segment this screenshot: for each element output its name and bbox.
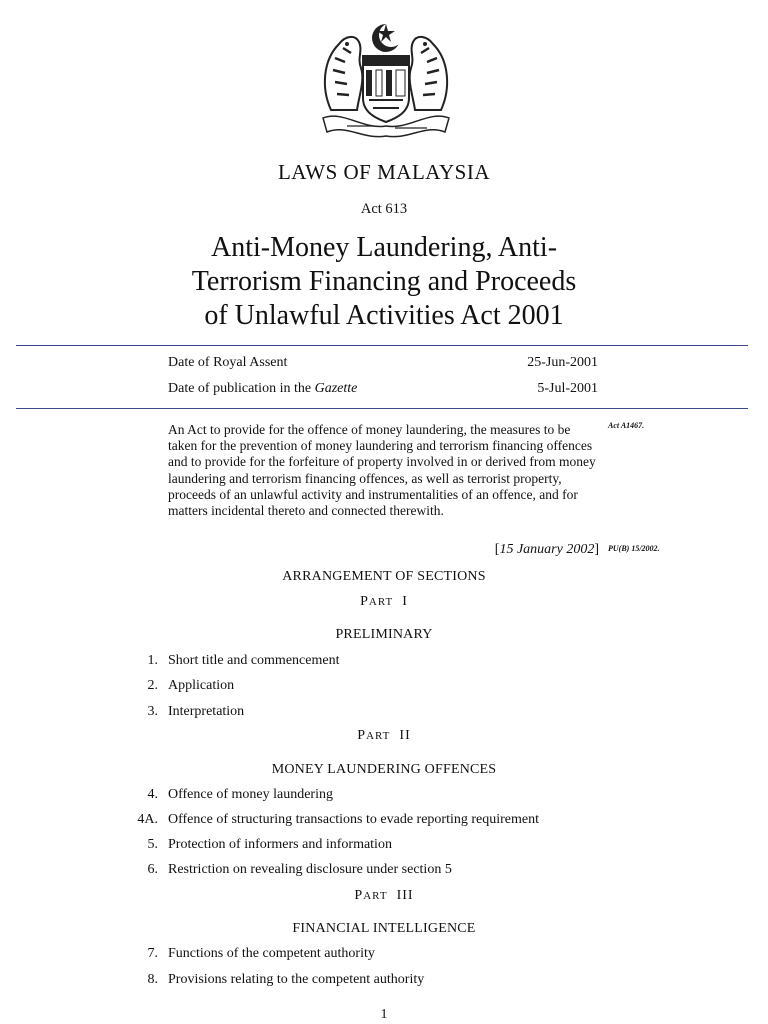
publication-label-prefix: Date of publication in the: [168, 381, 315, 396]
section-number: 4.: [147, 787, 158, 802]
act-title-line: Anti-Money Laundering, Anti-: [210, 232, 558, 263]
laws-of-malaysia-title: LAWS OF MALAYSIA: [277, 160, 491, 184]
commencement-date: [168, 542, 599, 558]
commencement-date-value: 15 January 2002: [499, 542, 595, 557]
act-title-line: of Unlawful Activities Act 2001: [204, 300, 564, 331]
section-number: 4A.: [137, 812, 158, 827]
part-word-initial: P: [360, 594, 369, 609]
part-roman: I: [402, 594, 408, 609]
part-roman: II: [399, 728, 411, 743]
royal-assent-label: Date of Royal Assent: [168, 355, 288, 370]
part-word-initial: P: [354, 888, 364, 903]
section-number: 7.: [147, 946, 158, 961]
royal-assent-row: [168, 355, 598, 371]
publication-label: [168, 381, 357, 397]
royal-assent-value: 25-Jun-2001: [527, 355, 598, 370]
part-word-rest: ART: [368, 596, 394, 608]
section-number: 6.: [147, 862, 158, 877]
part-label: [0, 728, 768, 744]
section-title: Restriction on revealing disclosure under section 5: [168, 862, 452, 877]
act-title-line: Terrorism Financing and Proceeds: [191, 266, 577, 297]
section-number: 2.: [147, 678, 158, 693]
publication-date-row: [168, 381, 598, 397]
page-number: 1: [380, 1007, 388, 1022]
bracket-close: ]: [594, 542, 599, 557]
arrangement-heading: ARRANGEMENT OF SECTIONS: [282, 569, 486, 584]
act-number: Act 613: [360, 201, 408, 217]
part-label: [0, 594, 768, 610]
divider-top: [16, 345, 748, 346]
section-title: Application: [168, 678, 235, 693]
malaysia-coat-of-arms-icon: [313, 18, 459, 140]
part-word-initial: P: [357, 728, 367, 743]
part-title: FINANCIAL INTELLIGENCE: [292, 921, 476, 936]
section-number: 8.: [147, 972, 158, 987]
part-title: PRELIMINARY: [335, 627, 433, 642]
publication-value: 5-Jul-2001: [537, 381, 598, 396]
act-title: [0, 231, 768, 333]
section-title: Provisions relating to the competent authority: [168, 972, 425, 987]
part-word-rest: ART: [363, 890, 388, 902]
section-number: 3.: [147, 704, 158, 719]
section-title: Protection of informers and information: [168, 837, 392, 852]
margin-note-amendment: Act A1467.: [608, 421, 645, 430]
part-word-rest: ART: [366, 730, 391, 742]
part-roman: III: [396, 888, 414, 903]
bracket-open: [: [494, 542, 500, 557]
margin-note-publication: PU(B) 15/2002.: [608, 544, 660, 553]
section-title: Functions of the competent authority: [168, 946, 375, 961]
part-title: MONEY LAUNDERING OFFENCES: [271, 762, 497, 777]
divider-bottom: [16, 408, 748, 409]
publication-label-gazette: Gazette: [314, 381, 358, 396]
section-title: Interpretation: [168, 704, 245, 719]
part-label: [0, 888, 768, 904]
section-title: Short title and commencement: [168, 653, 340, 668]
long-title-paragraph: An Act to provide for the offence of money laundering, the measures to be taken for the prevention of money laundering and terrorism financing offences and to provide for the forfeiture of property involved in or derived from money laundering and terrorism financing offences, as well as terrorist property, proceeds of an unlawful activity and instrumentalities of an offence, and for matters incidental thereto and connected therewith.: [168, 422, 596, 519]
section-title: Offence of structuring transactions to evade reporting requirement: [168, 812, 539, 827]
section-number: 5.: [147, 837, 158, 852]
section-number: 1.: [147, 653, 158, 668]
section-title: Offence of money laundering: [168, 787, 333, 802]
